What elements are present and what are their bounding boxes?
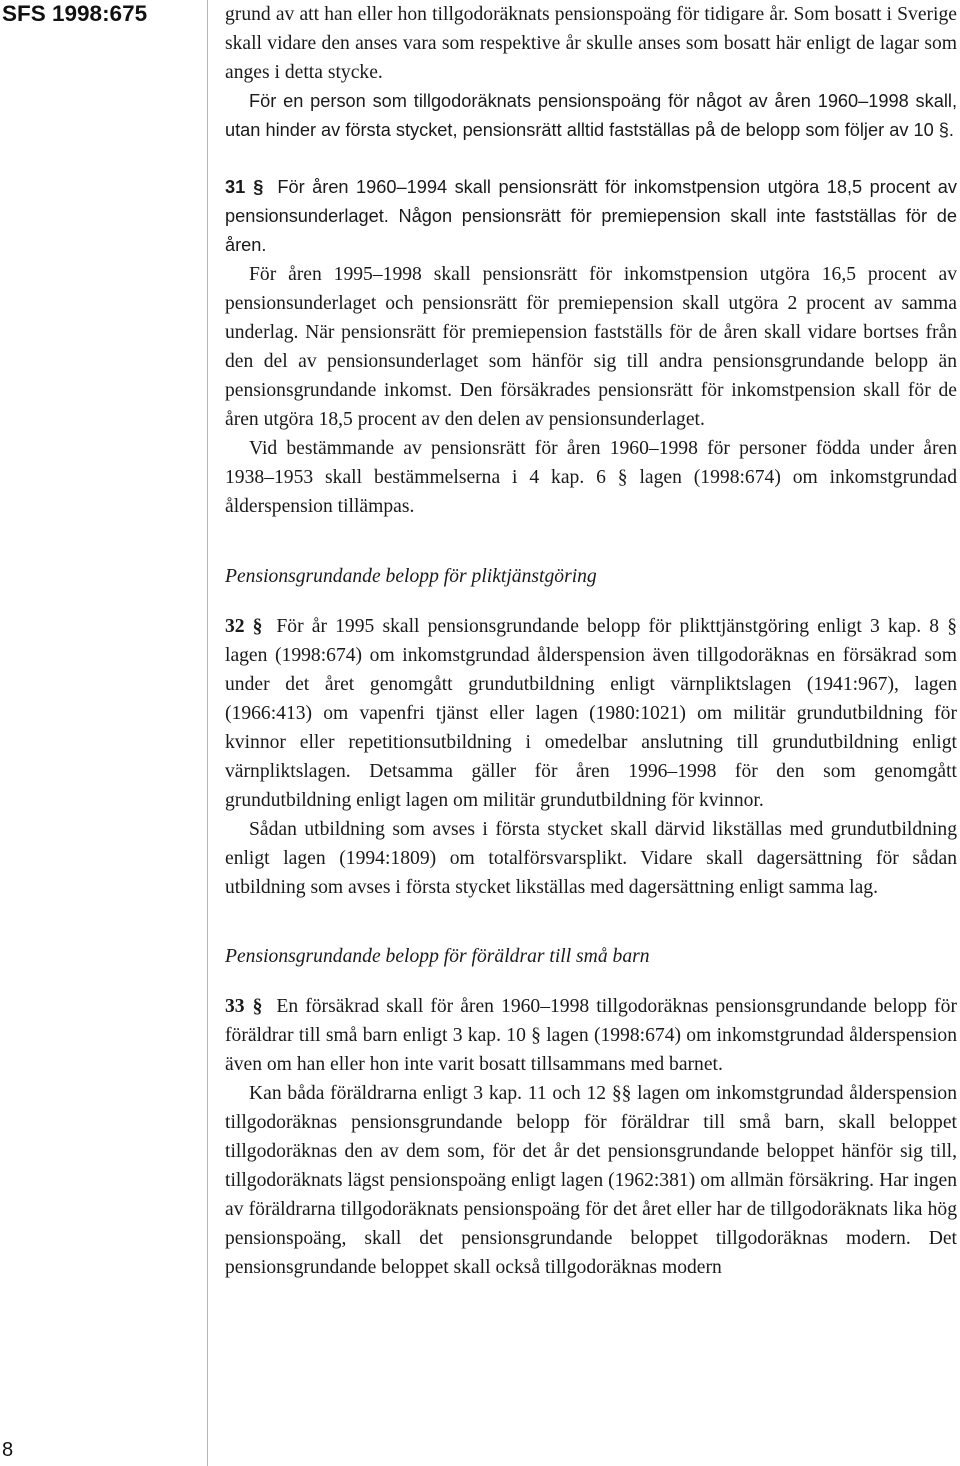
section-33-text-1: En försäkrad skall för åren 1960–1998 tillgodoräknas pensionsgrundande belopp för föräldrar till små barn enligt 3 kap. 10 § lagen (1998:674) om inkomstgrundad ålderspension även om han eller hon inte varit bosatt tillsammans med barnet. bbox=[225, 996, 957, 1075]
intro-paragraph-2: För en person som tillgodoräknats pensionspoäng för något av åren 1960–1998 skall, utan hinder av första stycket, pensionsrätt alltid fastställas på de belopp som följer av 10 §. bbox=[225, 91, 957, 140]
intro-paragraph: grund av att han eller hon tillgodoräknats pensionspoäng för tidigare år. Som bosatt i Sverige skall vidare den anses vara som respektive år skulle anses som bosatt här enligt de lagar som anges i detta stycke. bbox=[225, 4, 957, 83]
heading-plikttjanstgoring: Pensionsgrundande belopp för pliktjänstgöring bbox=[225, 566, 597, 587]
section-31-text-1: För åren 1960–1994 skall pensionsrätt för inkomstpension utgöra 18,5 procent av pensionsunderlaget. Någon pensionsrätt för premiepension skall inte fastställas för de åren. bbox=[225, 177, 957, 255]
sfs-number-label: SFS 1998:675 bbox=[2, 1, 148, 26]
section-number: 31 bbox=[225, 177, 246, 197]
section-31-paragraph-1 bbox=[225, 173, 957, 260]
margin-column bbox=[0, 0, 208, 1466]
section-32 bbox=[225, 612, 957, 902]
spacer bbox=[225, 521, 957, 562]
section-31-paragraph-3: Vid bestämmande av pensionsrätt för åren 1960–1998 för personer födda under åren 1938–1953 skall bestämmelserna i 4 kap. 6 § lagen (1998:674) om inkomstgrundad ålderspension tillämpas. bbox=[225, 438, 957, 517]
section-32-text-1: För år 1995 skall pensionsgrundande belopp för plikttjänstgöring enligt 3 kap. 8 § lagen (1998:674) om inkomstgrundad ålderspension även tillgodoräknas en försäkrad som under det året genomgått grundutbildning enligt värnpliktslagen (1941:967), lagen (1966:413) om vapenfri tjänst eller lagen (1980:1021) om militär grundutbildning för kvinnor eller repetitionsutbildning i omedelbar anslutning till grundutbildning enligt värnpliktslagen. Detsamma gäller för åren 1996–1998 för den som genomgått grundutbildning enligt lagen om militär grundutbildning för kvinnor. bbox=[225, 616, 957, 811]
section-31-paragraph-2: För åren 1995–1998 skall pensionsrätt för inkomstpension utgöra 16,5 procent av pensionsunderlaget och pensionsrätt för premiepension skall utgöra 2 procent av samma underlag. När pensionsrätt för premiepension fastställs för de åren skall vidare bortses från den del av pensionsunderlaget som hänför sig till andra pensionsgrundande belopp än pensionsgrundande inkomst. Den försäkrades pensionsrätt för inkomstpension skall för de åren utgöra 18,5 procent av den delen av pensionsunderlaget. bbox=[225, 264, 957, 430]
section-sign: § bbox=[252, 996, 263, 1017]
spacer bbox=[225, 902, 957, 942]
section-33-paragraph-1 bbox=[225, 992, 957, 1079]
statute-text bbox=[225, 0, 957, 1282]
page-number: 8 bbox=[2, 1439, 14, 1461]
section-32-paragraph-1 bbox=[225, 612, 957, 815]
spacer bbox=[225, 145, 957, 173]
section-number: 32 bbox=[225, 616, 245, 637]
section-33-paragraph-2: Kan båda föräldrarna enligt 3 kap. 11 och 12 §§ lagen om inkomstgrundad ålderspension tillgodoräknas pensionsgrundande belopp för föräldrar till små barn, skall beloppet tillgodoräknas den av dem som, för det år det pensionsgrundande beloppet hänför sig till, tillgodoräknats lägst pensionspoäng enligt lagen (1962:381) om allmän försäkring. Har ingen av föräldrarna tillgodoräknats pensionspoäng för det året eller har de tillgodoräknats lika hög pensionspoäng, skall det pensionsgrundande beloppet tillgodoräknas modern. Det pensionsgrundande beloppet skall också tillgodoräknas modern bbox=[225, 1083, 957, 1278]
section-sign: § bbox=[253, 177, 264, 197]
heading-foraldrar-sma-barn: Pensionsgrundande belopp för föräldrar till små barn bbox=[225, 946, 650, 967]
section-31 bbox=[225, 173, 957, 521]
spacer bbox=[225, 971, 957, 992]
section-32-paragraph-2: Sådan utbildning som avses i första stycket skall därvid likställas med grundutbildning enligt lagen (1994:1809) om totalförsvarsplikt. Vidare skall dagersättning för sådan utbildning som avses i första stycket likställas med dagersättning enligt samma lag. bbox=[225, 819, 957, 898]
section-33 bbox=[225, 992, 957, 1282]
section-sign: § bbox=[252, 616, 263, 637]
section-number: 33 bbox=[225, 996, 245, 1017]
spacer bbox=[225, 591, 957, 612]
